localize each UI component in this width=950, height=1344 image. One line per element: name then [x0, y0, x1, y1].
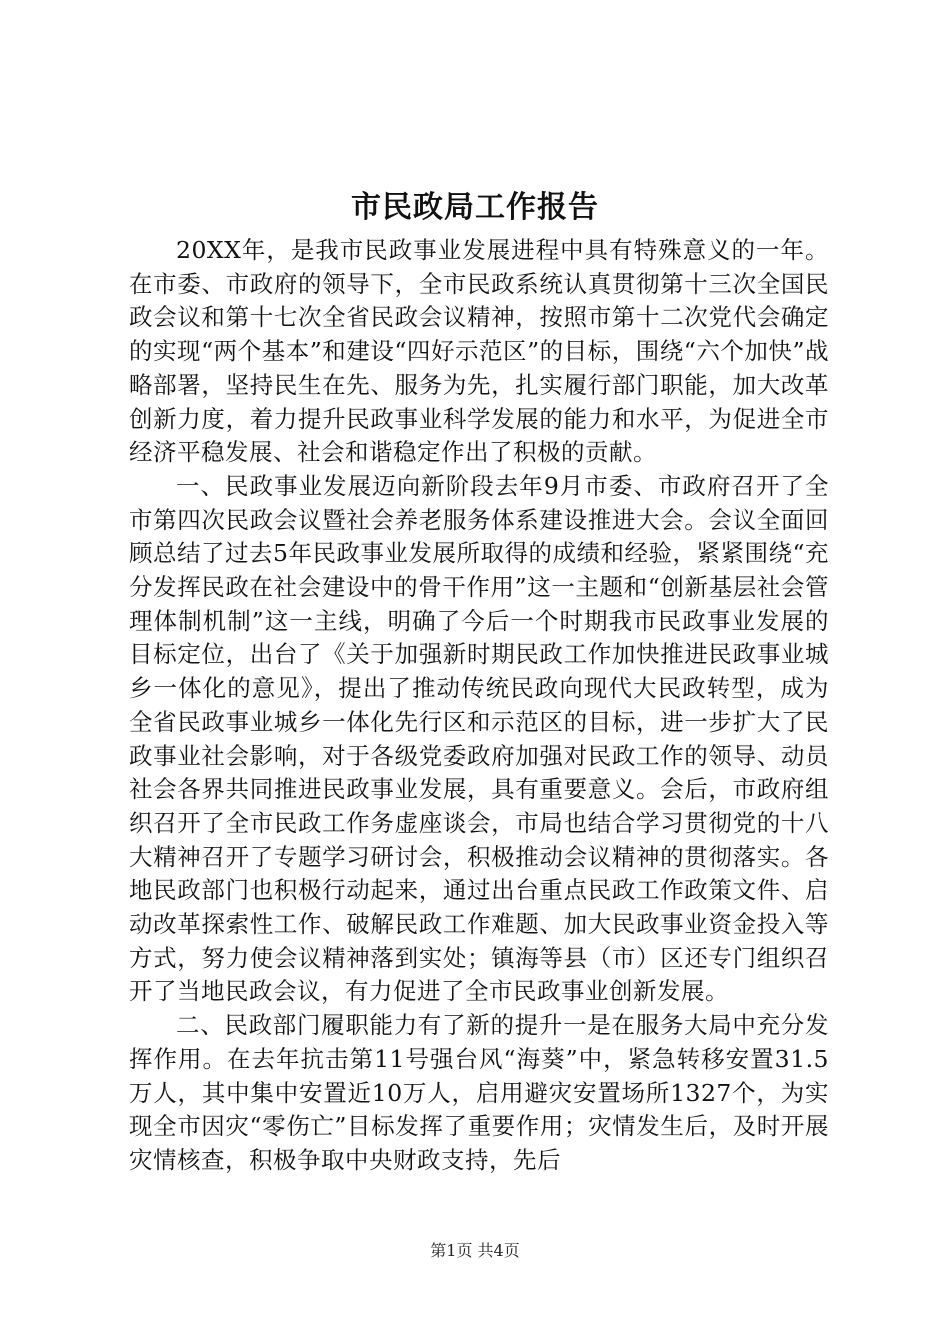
paragraph-section-one: 一、民政事业发展迈向新阶段去年9月市委、市政府召开了全市第四次民政会议暨社会养老服务体系建设推进大会。会议全面回顾总结了过去5年民政事业发展所取得的成绩和经验，紧紧围绕“充分发挥民政在社会建设中的骨干作用”这一主题和“创新基层社会管理体制机制”这一主线，明确了今后一个时期我市民政事业发展的目标定位，出台了《关于加强新时期民政工作加快推进民政事业城乡一体化的意见》，提出了推动传统民政向现代大民政转型，成为全省民政事业城乡一体化先行区和示范区的目标，进一步扩大了民政事业社会影响，对于各级党委政府加强对民政工作的领导、动员社会各界共同推进民政事业发展，具有重要意义。会后，市政府组织召开了全市民政工作务虚座谈会，市局也结合学习贯彻党的十八大精神召开了专题学习研讨会，积极推动会议精神的贯彻落实。各地民政部门也积极行动起来，通过出台重点民政工作政策文件、启动改革探索性工作、破解民政工作难题、加大民政事业资金投入等方式，努力使会议精神落到实处；镇海等县（市）区还专门组织召开了当地民政会议，有力促进了全市民政事业创新发展。 [129, 471, 829, 1006]
paragraph-intro: 20XX年，是我市民政事业发展进程中具有特殊意义的一年。在市委、市政府的领导下，全市民政系统认真贯彻第十三次全国民政会议和第十七次全省民政会议精神，按照市第十二次党代会确定的实现“两个基本”和建设“四好示范区”的目标，围绕“六个加快”战略部署，坚持民生在先、服务为先，扎实履行部门职能，加大改革创新力度，着力提升民政事业科学发展的能力和水平，为促进全市经济平稳发展、社会和谐稳定作出了积极的贡献。 [129, 236, 829, 467]
page-footer: 第1页 共4页 [430, 1241, 520, 1260]
document-title: 市民政局工作报告 [351, 190, 599, 225]
document-body [129, 234, 829, 1178]
paragraph-section-two: 二、民政部门履职能力有了新的提升一是在服务大局中充分发挥作用。在去年抗击第11号强台风“海葵”中，紧急转移安置31.5万人，其中集中安置近10万人，启用避灾安置场所1327个，为实现全市因灾“零伤亡”目标发挥了重要作用；灾情发生后，及时开展灾情核查，积极争取中央财政支持，先后 [129, 1011, 829, 1174]
